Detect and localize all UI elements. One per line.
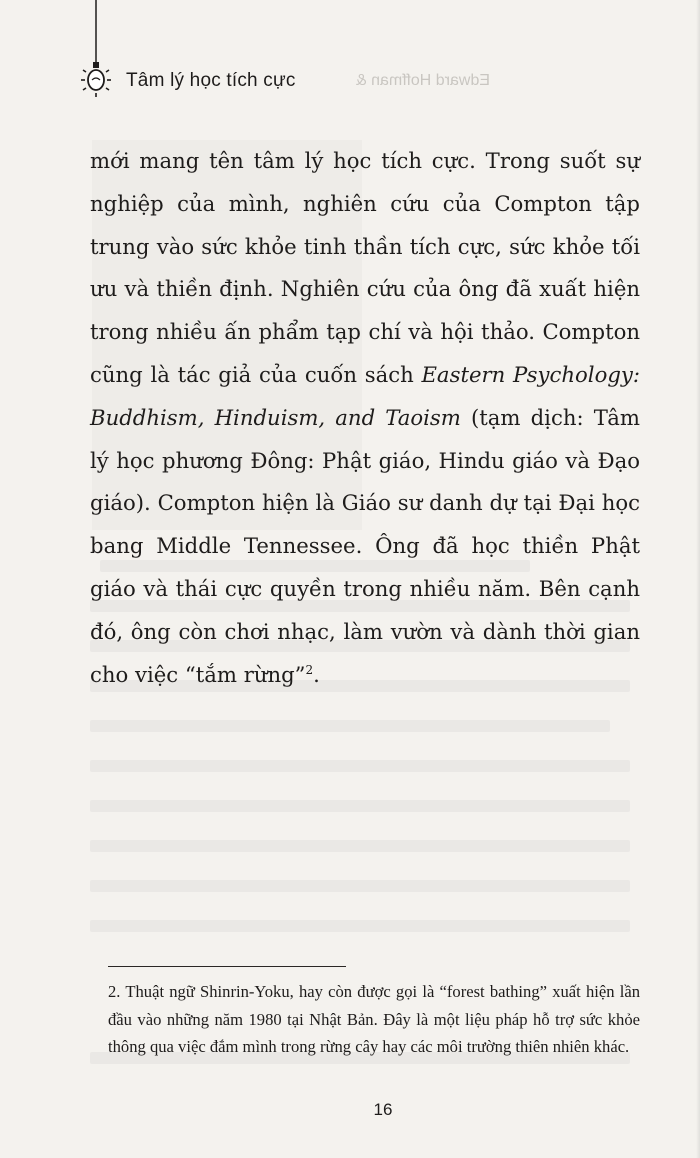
- body-text-part-1: mới mang tên tâm lý học tích cực. Trong suốt sự nghiệp của mình, nghiên cứu của Compton tập trung vào sức khỏe tinh thần tích cực, sức khỏe tối ưu và thiền định. Nghiên cứu của ông đã xuất hiện trong nhiều ấn phẩm tạp chí và hội thảo. Compton cũng là tác giả của cuốn sách: [90, 148, 640, 387]
- book-title: Eastern Psychology: Buddhism, Hinduism, and Taoism: [90, 361, 640, 430]
- lightbulb-icon: [78, 0, 114, 100]
- body-text-part-2: (tạm dịch: Tâm lý học phương Đông: Phật giáo, Hindu giáo và Đạo giáo). Compton hiện là Giáo sư danh dự tại Đại học bang Middle Tennessee. Ông đã học thiền Phật giáo và thái cực quyền trong nhiều năm. Bên cạnh đó, ông còn chơi nhạc, làm vườn và dành thời gian cho việc “tắm rừng”: [90, 404, 640, 687]
- footnote-reference[interactable]: 2: [305, 662, 314, 677]
- bleed-through-author: Edward Hoffman &: [356, 72, 490, 89]
- page-number: 16: [373, 1100, 393, 1119]
- page-edge-shadow: [696, 0, 700, 1158]
- body-text-end: .: [313, 661, 320, 687]
- running-header-title: Tâm lý học tích cực: [126, 70, 296, 91]
- body-paragraph: [90, 140, 640, 696]
- footnote-rule: [108, 966, 346, 967]
- footnote: 2. Thuật ngữ Shinrin-Yoku, hay còn được gọi là “forest bathing” xuất hiện lần đầu vào những năm 1980 tại Nhật Bản. Đây là một liệu pháp hỗ trợ sức khỏe thông qua việc đắm mình trong rừng cây hay các môi trường thiên nhiên khác.: [108, 982, 640, 1056]
